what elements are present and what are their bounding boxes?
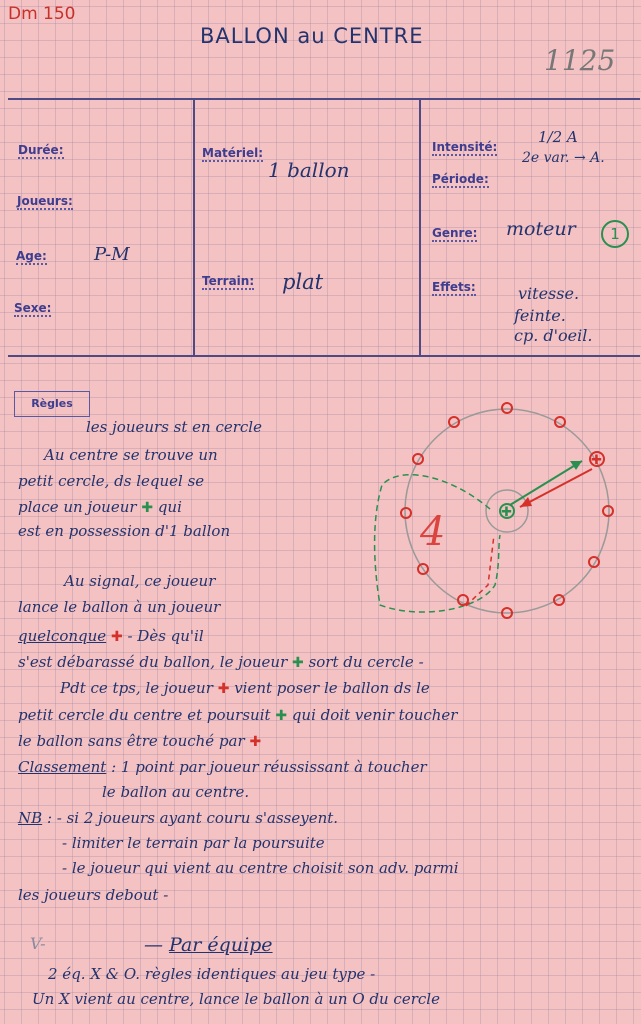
center-player-cross: ✚ bbox=[501, 504, 512, 519]
materiel-value: 1 ballon bbox=[268, 158, 350, 182]
rule-line-11-text: petit cercle du centre et poursuit bbox=[18, 706, 271, 724]
duree-label: Durée: bbox=[18, 143, 64, 157]
rule-line-9-text: s'est débarassé du ballon, le joueur bbox=[18, 653, 288, 671]
effets-value-1: vitesse. bbox=[518, 284, 580, 303]
genre-value: moteur bbox=[506, 218, 576, 240]
card-title: BALLON au CENTRE bbox=[200, 24, 424, 48]
rule-line-10-text: Pdt ce tps, le joueur bbox=[60, 679, 213, 697]
age-value: P-M bbox=[94, 244, 130, 265]
rule-line-14: le ballon au centre. bbox=[102, 783, 250, 801]
player-dot bbox=[502, 403, 512, 413]
rule-line-18: les joueurs debout - bbox=[18, 886, 169, 904]
rule-line-15 bbox=[18, 809, 338, 827]
rule-line-6: Au signal, ce joueur bbox=[64, 572, 216, 590]
red-player-marker: ✚ bbox=[110, 629, 123, 645]
rule-line-9 bbox=[18, 653, 424, 671]
terrain-value: plat bbox=[282, 270, 324, 294]
green-player-marker: ✚ bbox=[275, 708, 288, 724]
rule-line-17: - le joueur qui vient au centre choisit son adv. parmi bbox=[62, 859, 459, 877]
red-player-marker: ✚ bbox=[217, 681, 230, 697]
effets-label: Effets: bbox=[432, 280, 476, 294]
rule-line-16: - limiter le terrain par la poursuite bbox=[62, 834, 325, 852]
rules-label: Règles bbox=[14, 391, 90, 417]
team-line-1: 2 éq. X & O. règles identiques au jeu type - bbox=[48, 965, 376, 983]
player-dot bbox=[401, 508, 411, 518]
joueurs-label: Joueurs: bbox=[17, 194, 73, 208]
materiel-label: Matériel: bbox=[202, 146, 263, 160]
rule-line-8-text-2: - Dès qu'il bbox=[127, 627, 204, 645]
green-player-marker: ✚ bbox=[292, 655, 304, 671]
classement-label: Classement bbox=[18, 758, 107, 776]
genre-badge: 1 bbox=[601, 220, 629, 248]
rule-line-10-text-2: vient poser le ballon ds le bbox=[234, 679, 430, 697]
diagram-number: 4 bbox=[420, 509, 446, 555]
sexe-label: Sexe: bbox=[14, 301, 52, 315]
periode-label: Période: bbox=[432, 172, 489, 186]
nb-text-1: : - si 2 joueurs ayant couru s'asseyent. bbox=[46, 809, 339, 827]
run-path bbox=[466, 535, 494, 606]
card-code: Dm 150 bbox=[8, 4, 76, 24]
team-heading-text: Par équipe bbox=[169, 934, 273, 956]
intensite-label: Intensité: bbox=[432, 140, 498, 154]
classement-text: : 1 point par joueur réussissant à toucher bbox=[111, 758, 427, 776]
rule-line-2: Au centre se trouve un bbox=[44, 446, 218, 464]
team-check: V- bbox=[30, 934, 46, 953]
nb-label: NB bbox=[18, 809, 43, 827]
team-line-2: Un X vient au centre, lance le ballon à un O du cercle bbox=[32, 990, 440, 1008]
effets-value-3: cp. d'oeil. bbox=[514, 326, 593, 345]
form-divider-1 bbox=[193, 99, 195, 355]
player-dot bbox=[603, 506, 613, 516]
intensite-value: 1/2 A bbox=[538, 128, 578, 146]
header-rule-bottom bbox=[8, 355, 640, 357]
rule-line-10 bbox=[60, 679, 430, 697]
rule-line-4-text: place un joueur bbox=[18, 498, 137, 516]
effets-value-2: feinte. bbox=[514, 306, 566, 325]
terrain-label: Terrain: bbox=[202, 274, 255, 288]
rule-line-8-text: quelconque bbox=[18, 627, 107, 645]
rule-line-5: est en possession d'1 ballon bbox=[18, 522, 231, 540]
rule-line-13 bbox=[18, 758, 427, 776]
genre-label: Genre: bbox=[432, 226, 478, 240]
game-diagram bbox=[360, 395, 630, 625]
header-rule-top bbox=[8, 98, 640, 100]
age-label: Age: bbox=[16, 249, 47, 263]
rule-line-12-text: le ballon sans être touché par bbox=[18, 732, 245, 750]
thrower-target-cross: ✚ bbox=[591, 452, 602, 467]
rule-line-8 bbox=[18, 627, 204, 645]
rule-line-4 bbox=[18, 498, 182, 516]
return-arrow bbox=[520, 469, 592, 507]
green-player-marker: ✚ bbox=[141, 500, 154, 516]
pass-arrow-head bbox=[570, 461, 582, 470]
pass-arrow bbox=[510, 461, 582, 505]
form-divider-2 bbox=[419, 99, 421, 355]
red-player-marker: ✚ bbox=[249, 734, 262, 750]
rule-line-9-text-2: sort du cercle - bbox=[308, 653, 424, 671]
rule-line-12 bbox=[18, 732, 261, 750]
rule-line-11 bbox=[18, 706, 457, 724]
rule-line-11-text-2: qui doit venir toucher bbox=[291, 706, 458, 724]
rule-line-1: les joueurs st en cercle bbox=[86, 418, 262, 436]
intensite-value-2: 2e var. → A. bbox=[522, 150, 605, 166]
rule-line-4-text-2: qui bbox=[157, 498, 182, 516]
card-number: 1125 bbox=[544, 44, 616, 77]
team-heading: — Par équipe bbox=[144, 934, 273, 956]
rule-line-3: petit cercle, ds lequel se bbox=[18, 472, 205, 490]
rule-line-7: lance le ballon à un joueur bbox=[18, 598, 221, 616]
